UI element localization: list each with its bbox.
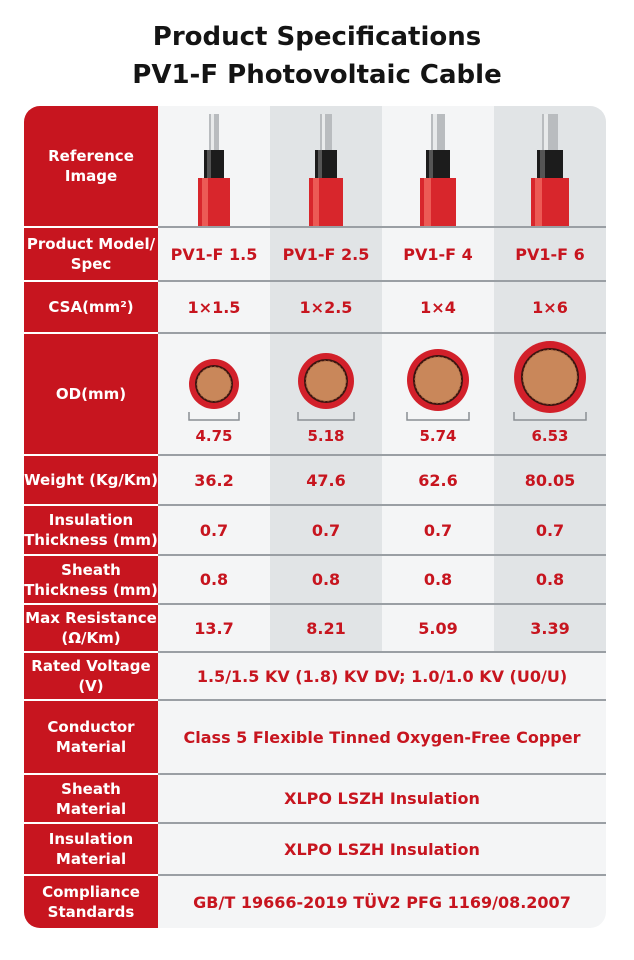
- header-compliance-standards: Compliance Standards: [24, 876, 158, 928]
- conductor-material-cell: Class 5 Flexible Tinned Oxygen-Free Copper: [183, 727, 581, 747]
- header-conductor-material: Conductor Material: [24, 701, 158, 773]
- sheath-material-cell: XLPO LSZH Insulation: [284, 789, 480, 808]
- csa-cell: 1×1.5: [187, 297, 241, 317]
- header-insulation-material: Insulation Material: [24, 824, 158, 874]
- od-cell: [158, 334, 270, 454]
- cable-image: [382, 106, 494, 226]
- od-cell: [494, 334, 606, 454]
- header-od: OD(mm): [24, 334, 158, 454]
- header-weight: Weight (Kg/Km): [24, 456, 158, 504]
- cable-cross-section-icon: [494, 334, 606, 424]
- weight-cell: 47.6: [306, 470, 346, 490]
- max-resistance-cell: 13.7: [194, 618, 234, 638]
- insulation-thickness-cell: 0.7: [311, 520, 341, 540]
- insulation-material-cell: XLPO LSZH Insulation: [284, 839, 480, 859]
- model-cell: PV1-F 6: [515, 244, 585, 264]
- od-value: 4.75: [195, 427, 233, 445]
- csa-cell: 1×4: [420, 297, 456, 317]
- cable-image: [494, 106, 606, 226]
- header-csa: CSA(mm²): [24, 282, 158, 332]
- sheath-thickness-cell: 0.8: [311, 570, 341, 589]
- cable-image: [270, 106, 382, 226]
- csa-cell: 1×6: [532, 297, 568, 317]
- sheath-thickness-cell: 0.8: [423, 570, 453, 589]
- max-resistance-cell: 5.09: [418, 618, 458, 638]
- insulation-thickness-cell: 0.7: [535, 520, 565, 540]
- header-sheath-thickness: Sheath Thickness (mm): [24, 556, 158, 603]
- header-insulation-thickness: Insulation Thickness (mm): [24, 506, 158, 554]
- csa-cell: 1×2.5: [299, 297, 353, 317]
- weight-cell: 80.05: [524, 470, 576, 490]
- od-cell: [382, 334, 494, 454]
- cable-cross-section-icon: [270, 334, 382, 424]
- header-sheath-material: Sheath Material: [24, 775, 158, 822]
- header-rated-voltage: Rated Voltage (V): [24, 653, 158, 699]
- spec-table: [24, 106, 606, 928]
- compliance-standards-cell: GB/T 19666-2019 TÜV2 PFG 1169/08.2007: [193, 892, 571, 912]
- model-cell: PV1-F 4: [403, 244, 473, 264]
- rated-voltage-cell: 1.5/1.5 KV (1.8) KV DV; 1.0/1.0 KV (U0/U): [196, 666, 568, 686]
- cable-cross-section-icon: [158, 334, 270, 424]
- od-value: 6.53: [531, 427, 569, 445]
- header-product-model: Product Model/ Spec: [24, 228, 158, 280]
- weight-cell: 62.6: [418, 470, 458, 490]
- model-cell: PV1-F 2.5: [282, 244, 370, 264]
- od-value: 5.74: [419, 427, 457, 445]
- od-value: 5.18: [307, 427, 345, 445]
- cable-image: [158, 106, 270, 226]
- header-reference-image: Reference Image: [24, 106, 158, 226]
- sheath-thickness-cell: 0.8: [535, 570, 565, 589]
- od-cell: [270, 334, 382, 454]
- sheath-thickness-cell: 0.8: [199, 570, 229, 589]
- cable-cross-section-icon: [382, 334, 494, 424]
- insulation-thickness-cell: 0.7: [199, 520, 229, 540]
- page-title-line-2: PV1-F Photovoltaic Cable: [132, 60, 502, 90]
- max-resistance-cell: 3.39: [530, 618, 570, 638]
- insulation-thickness-cell: 0.7: [423, 520, 453, 540]
- weight-cell: 36.2: [194, 470, 234, 490]
- header-max-resistance: Max Resistance (Ω/Km): [24, 605, 158, 651]
- model-cell: PV1-F 1.5: [170, 244, 258, 264]
- page-title-line-1: Product Specifications: [152, 22, 482, 52]
- max-resistance-cell: 8.21: [306, 618, 346, 638]
